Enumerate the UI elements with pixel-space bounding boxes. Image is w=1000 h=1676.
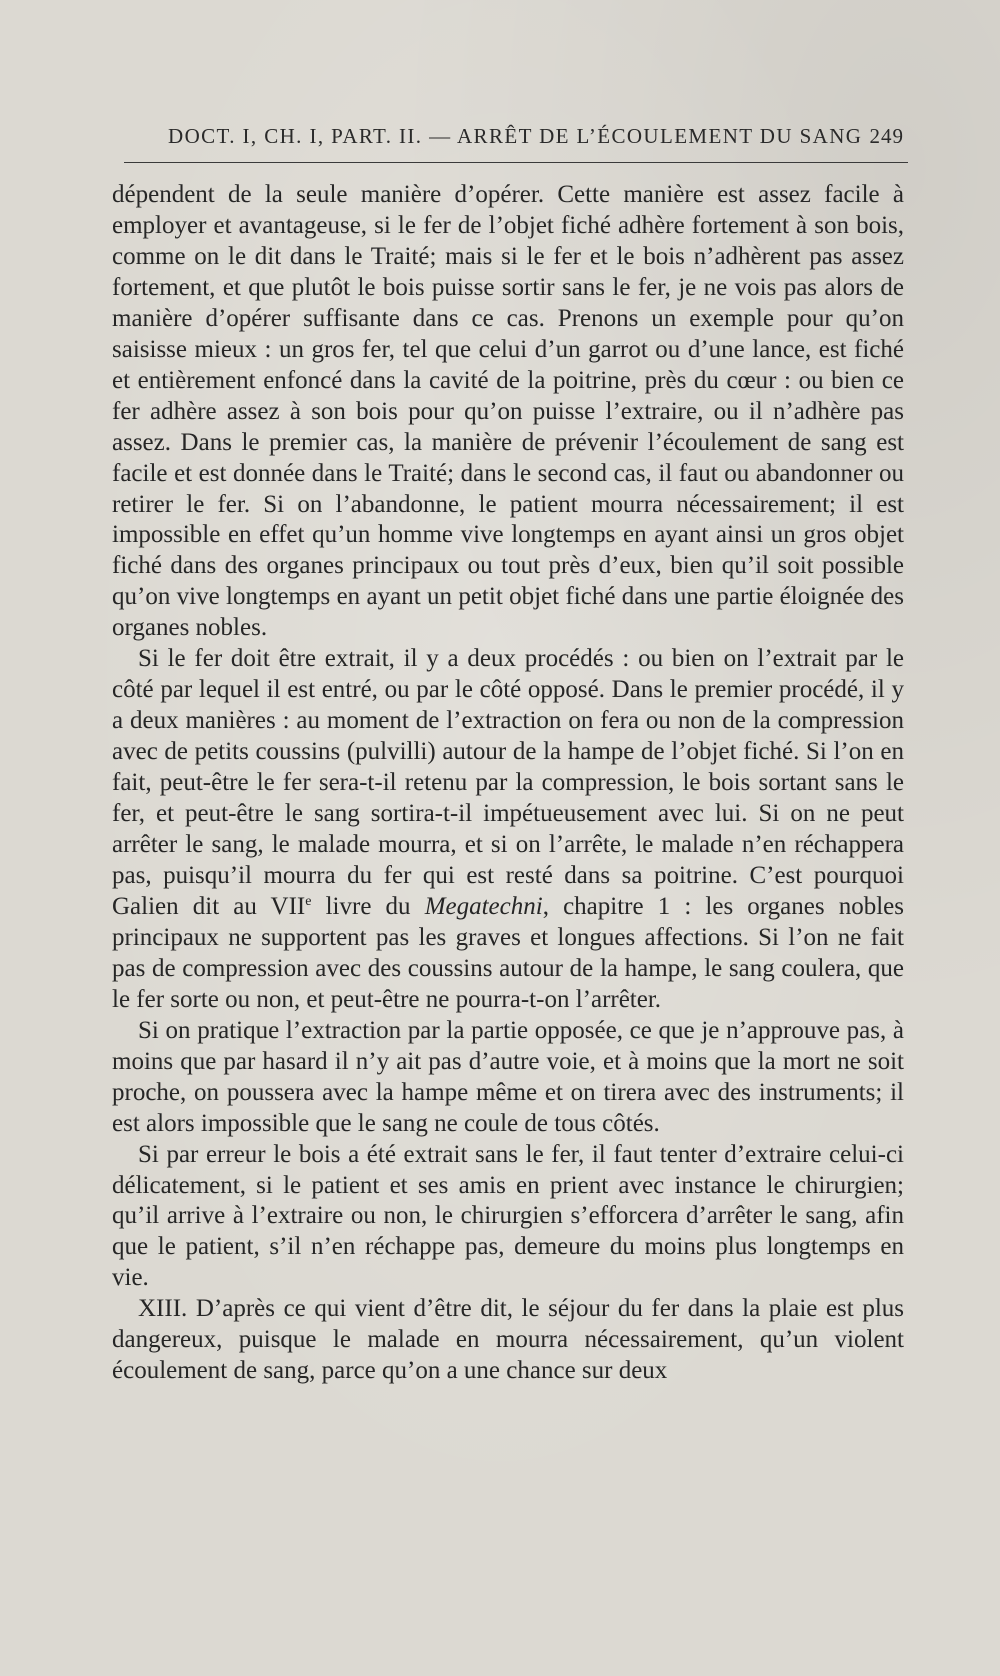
running-head-title: DOCT. I, CH. I, PART. II. — ARRÊT DE L’ÉCOULEMENT DU SANG: [168, 124, 863, 148]
page-number: 249: [869, 124, 904, 148]
paragraph-extraction-procedures: [112, 644, 904, 1015]
body-text: [112, 180, 904, 1387]
paragraph-text: livre du: [311, 892, 425, 920]
superscript: e: [305, 893, 312, 909]
book-title-italic: Megatechni: [424, 892, 543, 920]
paragraph-wood-extracted: Si par erreur le bois a été extrait sans le fer, il faut tenter d’extraire celui-ci délicatement, si le patient et ses amis en prient avec instance le chirurgien; qu’il arrive à l’extraire ou non, le chirurgien s’efforcera d’arrêter le sang, afin que le patient, s’il n’en réchappe pas, demeure du moins plus longtemps en vie.: [112, 1140, 904, 1292]
paragraph-section-xiii: XIII. D’après ce qui vient d’être dit, le séjour du fer dans la plaie est plus dangereux, puisque le malade en mourra nécessairement, qu’un violent écoulement de sang, parce qu’on a une chance sur deux: [112, 1295, 904, 1385]
running-head: [168, 124, 904, 149]
paragraph-text: , chapitre 1 : les organes nobles principaux ne supportent pas les graves et longues affections. Si l’on ne fait pas de compression avec des coussins autour de la hampe, le sang coulera, que le fer sorte ou non, et peut-être ne pourra-t-on l’arrêter.: [112, 892, 904, 1013]
paragraph-opposite-side: Si on pratique l’extraction par la partie opposée, ce que je n’approuve pas, à moins que par hasard il n’y ait pas d’autre voie, et à moins que la mort ne soit proche, on poussera avec la hampe même et on tirera avec des instruments; il est alors impossible que le sang ne coule de tous côtés.: [112, 1016, 904, 1137]
paragraph-continued: dépendent de la seule manière d’opérer. Cette manière est assez facile à employer et avantageuse, si le fer de l’objet fiché adhère fortement à son bois, comme on le dit dans le Traité; mais si le fer et le bois n’adhèrent pas assez fortement, et que plutôt le bois puisse sortir sans le fer, je ne vois pas alors de manière d’opérer suffisante dans ce cas. Prenons un exemple pour qu’on saisisse mieux : un gros fer, tel que celui d’un garrot ou d’une lance, est fiché et entièrement enfoncé dans la cavité de la poitrine, près du cœur : ou bien ce fer adhère assez à son bois pour qu’on puisse l’extraire, ou il n’adhère pas assez. Dans le premier cas, la manière de prévenir l’écoulement de sang est facile et est donnée dans le Traité; dans le second cas, il faut ou abandonner ou retirer le fer. Si on l’abandonne, le patient mourra nécessairement; il est impossible en effet qu’un homme vive longtemps en ayant ainsi un gros objet fiché dans des organes principaux ou tout près d’eux, bien qu’il soit possible qu’on vive longtemps en ayant un petit objet fiché dans une partie éloignée des organes nobles.: [112, 181, 904, 642]
paragraph-text: Si le fer doit être extrait, il y a deux procédés : ou bien on l’extrait par le côté par lequel il est entré, ou par le côté opposé. Dans le premier procédé, il y a deux manières : au moment de l’extraction on fera ou non de la compression avec de petits coussins (pulvilli) autour de la hampe de l’objet fiché. Si l’on en fait, peut-être le fer sera-t-il retenu par la compression, le bois sortant sans le fer, et peut-être le sang sortira-t-il impétueusement avec lui. Si on ne peut arrêter le sang, le malade mourra, et si on l’arrête, le malade n’en réchappera pas, puisqu’il mourra du fer qui est resté dans sa poitrine. C’est pourquoi Galien dit au VII: [112, 645, 904, 920]
header-rule: [124, 162, 908, 163]
